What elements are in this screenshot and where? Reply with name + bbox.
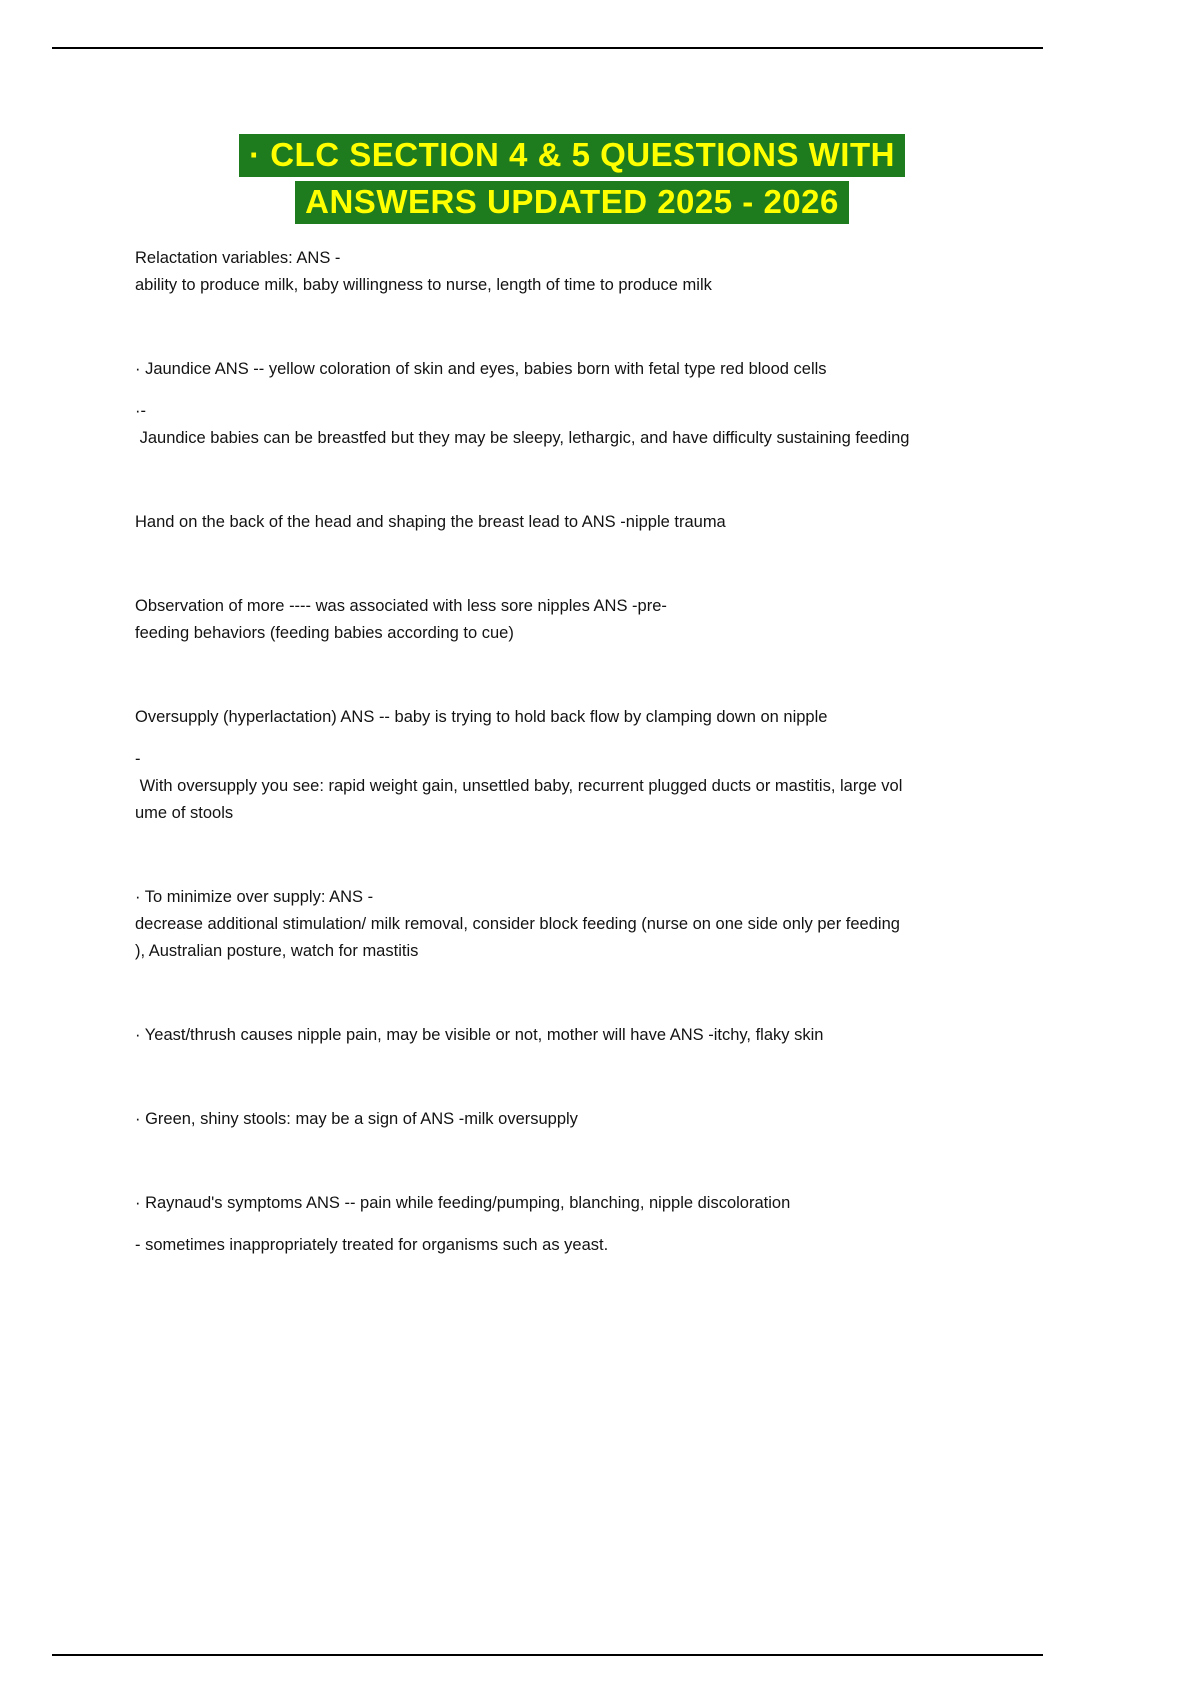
paragraph-raynauds-note: - sometimes inappropriately treated for organisms such as yeast. (135, 1236, 609, 1254)
paragraph-observation-prefeeding: Observation of more ---- was associated with less sore nipples ANS -pre- feeding behaviors (feeding babies according to cue) (135, 597, 667, 642)
paragraph-green-stools: · Green, shiny stools: may be a sign of ANS -milk oversupply (135, 1110, 578, 1128)
paragraph-yeast-thrush: · Yeast/thrush causes nipple pain, may be visible or not, mother will have ANS -itchy, flaky skin (135, 1026, 824, 1044)
paragraph-raynauds-symptoms: · Raynaud's symptoms ANS -- pain while feeding/pumping, blanching, nipple discoloration (135, 1194, 791, 1212)
paragraph-jaundice: · Jaundice ANS -- yellow coloration of skin and eyes, babies born with fetal type red blood cells (135, 360, 827, 378)
title-line-2: ANSWERS UPDATED 2025 - 2026 (295, 181, 849, 224)
title-line-1: · CLC SECTION 4 & 5 QUESTIONS WITH (239, 134, 905, 177)
paragraph-jaundice-breastfed: Jaundice babies can be breastfed but they may be sleepy, lethargic, and have difficulty sustaining feeding (135, 429, 910, 447)
paragraph-dash: - (135, 750, 141, 768)
top-rule (52, 47, 1043, 49)
document-title (52, 131, 1092, 225)
paragraph-oversupply: Oversupply (hyperlactation) ANS -- baby is trying to hold back flow by clamping down on nipple (135, 708, 828, 726)
paragraph-relactation-variables: Relactation variables: ANS - ability to produce milk, baby willingness to nurse, length of time to produce milk (135, 249, 712, 294)
paragraph-dash-marker: ·- (135, 402, 146, 420)
paragraph-nipple-trauma: Hand on the back of the head and shaping the breast lead to ANS -nipple trauma (135, 513, 726, 531)
bottom-rule (52, 1654, 1043, 1656)
paragraph-minimize-oversupply: · To minimize over supply: ANS - decrease additional stimulation/ milk removal, consider block feeding (nurse on one side only per feeding ), Australian posture, watch for mastitis (135, 888, 900, 960)
document-body (135, 245, 1020, 1259)
paragraph-oversupply-signs: With oversupply you see: rapid weight gain, unsettled baby, recurrent plugged ducts or mastitis, large vol ume of stools (135, 777, 903, 822)
